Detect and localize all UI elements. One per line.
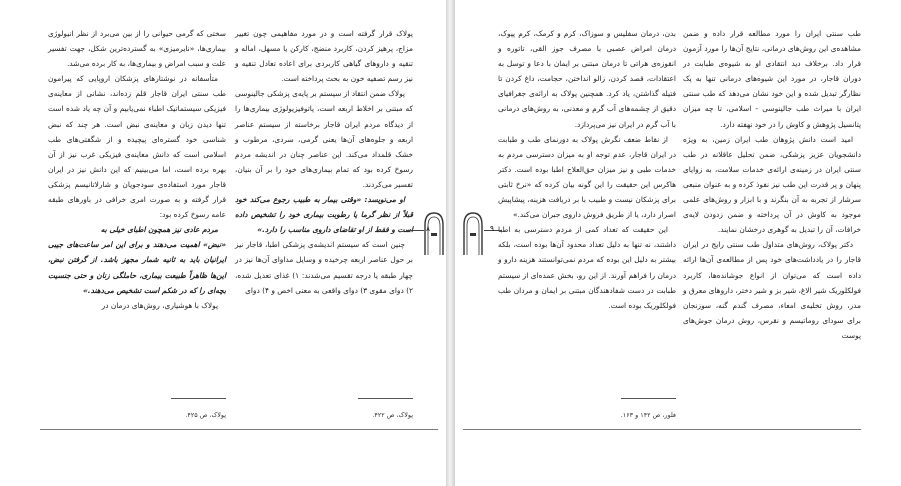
tab-connector-line bbox=[406, 230, 424, 231]
chapter-tab-ornament bbox=[423, 211, 445, 257]
footnote: پولاک، ص ۴۲۵. bbox=[185, 411, 226, 419]
paragraph: امید است دانش پژوهان طب ایران زمین، به ویژه دانشجویان عزیز پزشکی، ضمن تحلیل عاقلانه در طب سنتی ایران در زمینه‌ی ارائه‌ی خدمات سلامت، به زوایای پنهان و پر قدرت این طب نیز نفوذ کرده و به عنوان منبعی سرشار از تجربه به آن بنگرند و با ابزار و روش‌های علمی موجود به کاوش در آن پرداخته و ضمن زدودن لایه‌ی خرافات، آن را تبدیل به گوهری درخشان نمایند. bbox=[683, 134, 861, 235]
paragraph: متأسفانه در نوشتارهای پزشکان اروپایی که پیرامون طب سنتی ایران قاجار قلم زده‌اند، نشانی از معاینه‌ی فیزیکی سیستماتیک اطباء نمی‌یابیم و آن چه یاد شده است تنها دیدن زبان و معاینه‌ی نبض است. هر چند که نبض شناسی خود گستره‌ای پیچیده و از شگفتی‌های طب اسلامی است که دانش معاینه‌ی فیزیکی غرب نیز از آن بهره برده است، اما می‌بینیم که این دانش نیز در ایران قاجار مورد استفاده‌ی سودجویان و شارلاتانیسم پزشکی قرار گرفته و به صورت امری خرافی در باورهای طبقه عامه رسوخ کرده بود: bbox=[48, 74, 226, 220]
quote-paragraph: «نبض» اهمیت می‌دهند و برای این امر ساعت‌های جیبی ایرانیان باید به ثانیه شمار مجهز باشد. از گرفتن نبض، این‌ها ظاهراً طبیعت بیماری، حاملگی زنان و حتی جنسیت بچه‌ای را که در شکم است تشخیص می‌دهند.» bbox=[48, 240, 226, 295]
paragraph: پولاک قرار گرفته است و در مورد مفاهیمی چون تغییر مزاج، پرهیز کردن، کاربرد منضج، کارکن یا مسهل، اماله و تنقیه و داروهای گیاهی کاربردی برای اعاده تعادل تنقیه و نیز رسم تصفیه خون به بحث پرداخته است. bbox=[235, 29, 413, 84]
page-number: ۸ bbox=[426, 224, 431, 233]
paragraph: پولاک ضمن انتقاد از سیستم بر پایه‌ی پزشکی جالینوسی که مبتنی بر اخلاط اربعه است، پاتوفیزیولوژی بیماری‌ها را از دیدگاه مردم ایران قاجار برخاسته از سیستم عناصر اربعه و جلوه‌های آن‌ها یعنی گرمی، سردی، مرطوب و خشک قلمداد می‌کند. این عناصر چنان در اندیشه مردم رسوخ کرده بود که تمام بیماری‌های خود را بر آن بنیان، تفسیر می‌کردند. bbox=[235, 89, 413, 189]
book-gutter bbox=[446, 0, 455, 486]
paragraph: طب سنتی ایران را مورد مطالعه قرار داده و ضمن مشاهده‌ی این روش‌های درمانی، نتایج آن‌ها را مورد آزمون قرار داد. برخلاف دید انتقادی او به شیوه‌ی طبابت در دوران قاجار، در مورد این شیوه‌های درمانی تنها به یک نظارگر تبدیل شده و این خود نشان می‌دهد که طب سنتی ایران با میراث طب جالینوسی - اسلامی، تا چه میزان پتانسیل پژوهش و کاوش را در خود نهفته دارد. bbox=[683, 29, 861, 129]
footnote-divider bbox=[358, 398, 413, 399]
paragraph: بدن، درمان سفلیس و سوزاک، کرم و کرمک، کرم پیوک، درمان امراض عصبی با مصرف جوز القی، تاتوره و انقوزه‌ی هراتی تا درمان مبتنی بر ایمان با دعا و توسل به اعتقادات، قصد کردن، زالو انداختن، حجامت، داغ کردن تا فتیله گذاشتن، یاد کرد. همچنین پولاک به ارائه‌ی جغرافیای دقیق از چشمه‌های آب گرم و معدنی، به روش‌های درمانی با آب گرم در ایران نیز می‌پردازد. bbox=[498, 29, 676, 129]
page-bottom-rule bbox=[463, 429, 861, 430]
page-bottom-rule bbox=[40, 429, 438, 430]
arch-ornament-icon bbox=[462, 211, 484, 257]
right-page-column-left bbox=[498, 26, 676, 313]
quote-lead: مردم عادی نیز همچون اطبای خیلی به bbox=[100, 225, 218, 235]
paragraph: این حقیقت که تعداد کمی از مردم دسترسی به اطبا داشتند، نه تنها به دلیل تعداد محدود آن‌ها بوده است، بلکه بیشتر به دلیل این بوده که مردم نمی‌توانستند هزینه دارو و درمان را فراهم آورند. از این رو، بخش عمده‌ای از سیستم طبابت در دست شفادهندگان مبتنی بر ایمان و مردان طب فولکلوریک بوده است. bbox=[498, 225, 676, 310]
paragraph: چنین است که سیستم اندیشه‌ی پزشکی اطبا، قاجار نیز بر حول عناصر اربعه چرخیده و وسایل مداوای آن‌ها نیز در چهار طبقه یا درجه تقسیم می‌شدند: ۱) غذای تعدیل شده، ۲) دوای مقوی ۳) دوای واقعی به معنی اخص و ۴) دوای bbox=[235, 240, 414, 295]
footnote: پولاک، ص ۴۲۲. bbox=[372, 411, 413, 419]
chapter-tab-ornament bbox=[462, 211, 484, 257]
paragraph: از نقاط ضعف نگرش پولاک به دورنمای طب و طبابت در ایران قاجار، عدم توجه او به میزان دسترسی مردم به خدمات طبی و نیز میزان حق‌العلاج اطبا بوده است. دکتر هاکرس این حقیقت را این گونه بیان کرده که «نرخ ثابتی برای پزشکان نیست و طبیب با بر دریافت هزینه، پیشاپیش اصرار دارد، یا از طریق فروش داروی جبران می‌کند.» bbox=[498, 134, 676, 220]
paragraph: دکتر پولاک، روش‌های متداول طب سنتی رایج در ایران قاجار را در یادداشت‌های خود پس از مطالعه‌ی آن‌ها ارائه داده است که می‌توان از انواع جوشانده‌ها، کاربرد فولکلوریک شیر الاغ، شیر بز و شیر دختر، داروهای معرق و مدر، روش تخلیه‌ی امعاء، مصرف گندم گنه، سوزنجان برای سودای روماتیسم و نقرس، روش درمان جوش‌های پوست bbox=[683, 240, 861, 340]
right-page-column-right bbox=[683, 26, 861, 343]
paragraph: پولاک با هوشیاری، روش‌های درمان در bbox=[101, 300, 218, 310]
page-number: ۹ bbox=[490, 224, 495, 233]
left-page-column-left bbox=[48, 26, 226, 313]
footnote: فلور، ص ۱۴۲ و ۱۶۳. bbox=[620, 411, 676, 419]
footnote-divider bbox=[621, 398, 676, 399]
left-page-column-right bbox=[235, 26, 413, 298]
quote-paragraph: او می‌نویسد: «وقتی بیمار به طبیب رجوع می‌کند خود قبلاً از نظر گرما یا رطوبت بیماری خود را تشخیص داده است و فقط از او تقاضای داروی مناسب را دارد.» bbox=[235, 195, 413, 235]
footnote-divider bbox=[171, 398, 226, 399]
paragraph: سختی که گرمی حیوانی را از بین می‌برد از نظر انیولوژی بیماری‌ها، «نایرمیزی» به گسترده‌ترین شکل، جهت تفسیر علت و سبب امراض و بیماری‌ها، به کار برده می‌شد. bbox=[48, 29, 226, 69]
arch-ornament-icon bbox=[423, 211, 445, 257]
